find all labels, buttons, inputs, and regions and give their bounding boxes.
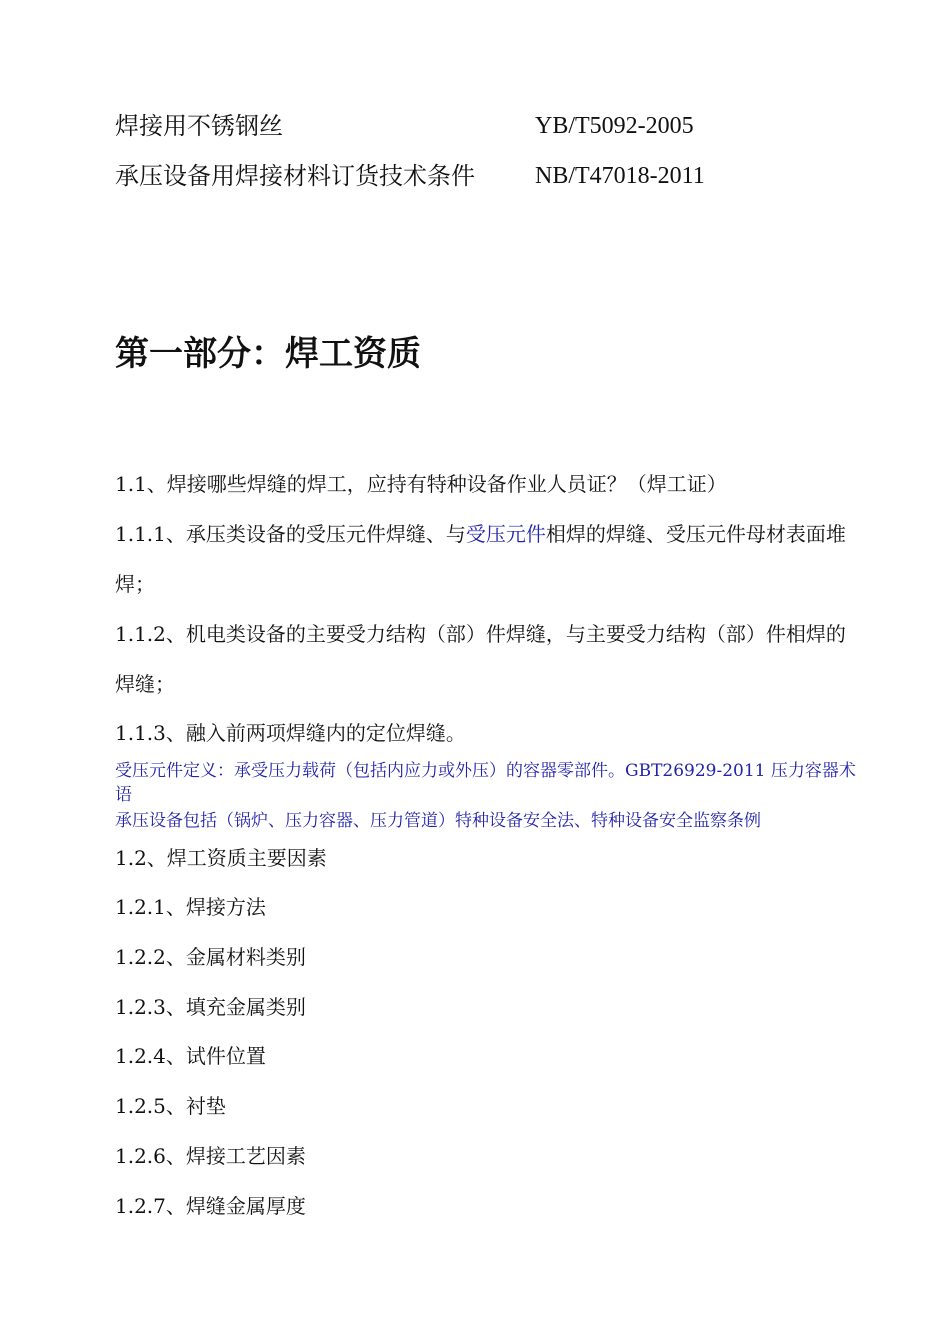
q111-text-after: 相焊的焊缝、受压元件母材表面堆焊； [115,522,846,596]
pressure-component-link[interactable]: 受压元件 [465,522,546,546]
factor-item: 1.2.7、焊缝金属厚度 [115,1194,306,1218]
question-1-1-1 [115,509,860,609]
question-1-1-3: 1.1.3、融入前两项焊缝内的定位焊缝。 [115,721,466,745]
comment-pressure-equipment-scope: 承压设备包括（锅炉、压力容器、压力管道）特种设备安全法、特种设备安全监察条例 [115,811,761,831]
factor-item: 1.2.6、焊接工艺因素 [115,1144,306,1168]
standard-name: 焊接用不锈钢丝 [115,112,283,140]
standard-code: NB/T47018-2011 [535,163,705,189]
comment-pressure-component-definition: 受压元件定义：承受压力载荷（包括内应力或外压）的容器零部件。GBT26929-2011 压力容器术语 [115,761,856,805]
q111-text-before: 1.1.1、承压类设备的受压元件焊缝、与 [115,522,466,546]
factor-item: 1.2.2、金属材料类别 [115,945,306,969]
factor-item: 1.2.1、焊接方法 [115,895,266,919]
standard-row [115,159,875,193]
question-1-1: 1.1、焊接哪些焊缝的焊工，应持有特种设备作业人员证？（焊工证） [115,472,727,496]
factor-item: 1.2.4、试件位置 [115,1044,266,1068]
section-title: 第一部分：焊工资质 [115,334,421,374]
question-1-1-2: 1.1.2、机电类设备的主要受力结构（部）件焊缝，与主要受力结构（部）件相焊的焊缝； [115,622,846,696]
factor-item: 1.2.5、衬垫 [115,1094,226,1118]
question-1-2: 1.2、焊工资质主要因素 [115,846,327,870]
factor-item: 1.2.3、填充金属类别 [115,995,306,1019]
standard-name: 承压设备用焊接材料订货技术条件 [115,162,475,190]
standard-code: YB/T5092-2005 [535,113,694,139]
standard-row [115,109,875,143]
